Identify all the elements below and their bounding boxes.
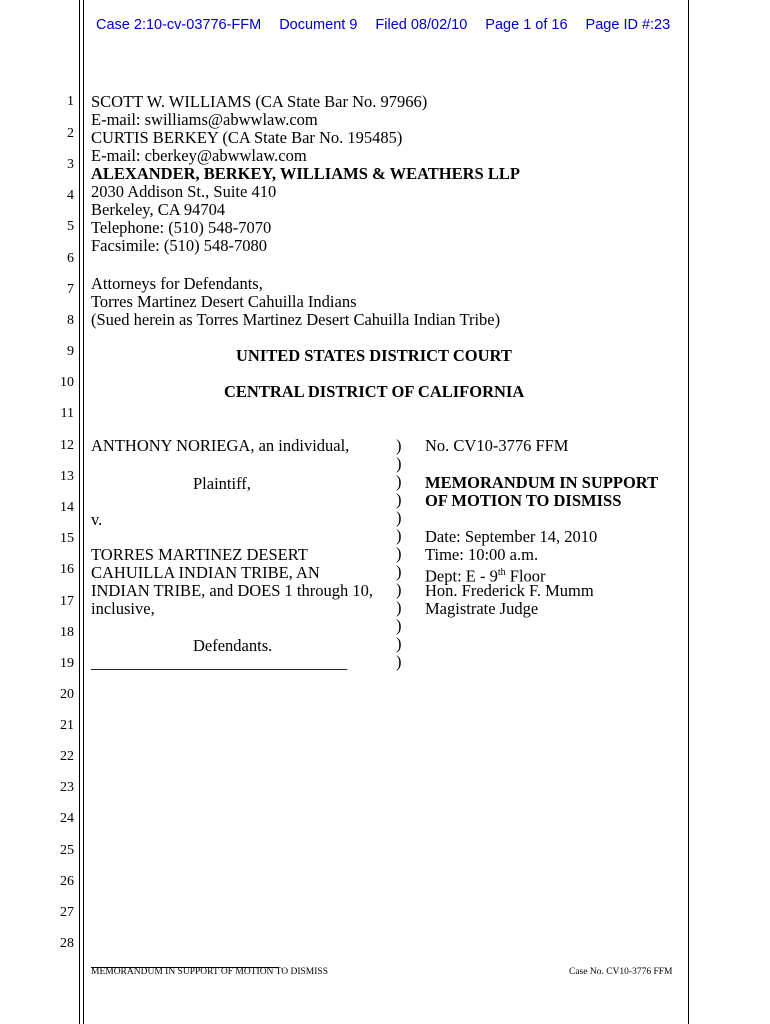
line-number: 2 [67,126,74,141]
line-number: 9 [67,344,74,359]
attorney-email: E-mail: swilliams@abwwlaw.com [91,110,318,129]
header-document: Document 9 [279,17,358,33]
caption-paren: ) [396,436,402,455]
firm-address: Berkeley, CA 94704 [91,200,226,219]
line-number: 26 [60,874,74,889]
line-number: 10 [60,375,74,390]
filing-header [96,17,670,33]
representation-line: Attorneys for Defendants, [91,274,263,293]
caption-paren: ) [396,652,402,671]
caption-paren: ) [396,544,402,563]
left-margin-rule-inner [83,0,84,1024]
versus: v. [91,510,103,529]
judge-name: Hon. Frederick F. Mumm [425,581,594,600]
line-number: 16 [60,562,74,577]
court-district: CENTRAL DISTRICT OF CALIFORNIA [224,382,525,401]
dept-prefix: Dept: E - 9 [425,566,498,586]
line-number: 23 [60,780,74,795]
representation-line: (Sued herein as Torres Martinez Desert Cahuilla Indian Tribe) [91,310,501,329]
footer-case-number: Case No. CV10-3776 FFM [569,967,673,977]
line-number: 21 [60,718,74,733]
caption-paren: ) [396,454,402,473]
line-number: 6 [67,251,74,266]
line-number: 15 [60,531,74,546]
caption-paren: ) [396,472,402,491]
line-number: 14 [60,500,74,515]
dept-suffix: Floor [505,566,546,586]
defendant-line: CAHUILLA INDIAN TRIBE, AN [91,563,320,582]
attorney-line: CURTIS BERKEY (CA State Bar No. 195485) [91,128,403,147]
firm-telephone: Telephone: (510) 548-7070 [91,218,272,237]
defendant-line: TORRES MARTINEZ DESERT [91,545,308,564]
line-number: 11 [60,406,74,421]
caption-underline: _________________________________ [91,653,347,672]
caption-paren: ) [396,598,402,617]
judge-title: Magistrate Judge [425,599,539,618]
caption-paren: ) [396,526,402,545]
caption-paren: ) [396,490,402,509]
line-number: 4 [67,188,74,203]
document-title: OF MOTION TO DISMISS [425,491,622,510]
header-case: Case 2:10-cv-03776-FFM [96,17,262,33]
line-number: 24 [60,811,74,826]
line-number: 27 [60,905,74,920]
line-number: 7 [67,282,74,297]
header-page: Page 1 of 16 [485,17,568,33]
caption-paren: ) [396,580,402,599]
hearing-time: Time: 10:00 a.m. [425,545,539,564]
law-firm-name: ALEXANDER, BERKEY, WILLIAMS & WEATHERS LLP [91,164,520,183]
line-number: 12 [60,438,74,453]
representation-line: Torres Martinez Desert Cahuilla Indians [91,292,357,311]
court-name: UNITED STATES DISTRICT COURT [236,346,512,365]
line-number: 20 [60,687,74,702]
header-page-id: Page ID #:23 [585,17,671,33]
caption-paren: ) [396,634,402,653]
right-margin-rule [688,0,689,1024]
left-margin-rule [79,0,80,1024]
firm-facsimile: Facsimile: (510) 548-7080 [91,236,267,255]
line-number: 5 [67,219,74,234]
line-number: 17 [60,594,74,609]
plaintiff-name: ANTHONY NORIEGA, an individual, [91,436,350,455]
caption-paren: ) [396,562,402,581]
line-number: 13 [60,469,74,484]
defendant-role: Defendants. [193,636,273,655]
plaintiff-role: Plaintiff, [193,474,251,493]
line-number: 3 [67,157,74,172]
defendant-line: INDIAN TRIBE, and DOES 1 through 10, [91,581,374,600]
line-number: 19 [60,656,74,671]
attorney-line: SCOTT W. WILLIAMS (CA State Bar No. 97966) [91,92,428,111]
line-number: 8 [67,313,74,328]
case-number: No. CV10-3776 FFM [425,436,569,455]
line-number: 22 [60,749,74,764]
defendant-line: inclusive, [91,599,155,618]
caption-paren: ) [396,616,402,635]
caption-paren: ) [396,508,402,527]
dept-sup: th [497,567,506,578]
document-title: MEMORANDUM IN SUPPORT [425,473,659,492]
attorney-email: E-mail: cberkey@abwwlaw.com [91,146,307,165]
line-number: 18 [60,625,74,640]
footer-title: MEMORANDUM IN SUPPORT OF MOTION TO DISMISS [91,967,328,977]
line-number: 28 [60,936,74,951]
line-number: 1 [67,94,74,109]
hearing-date: Date: September 14, 2010 [425,527,598,546]
line-number: 25 [60,843,74,858]
firm-address: 2030 Addison St., Suite 410 [91,182,277,201]
header-filed: Filed 08/02/10 [375,17,468,33]
